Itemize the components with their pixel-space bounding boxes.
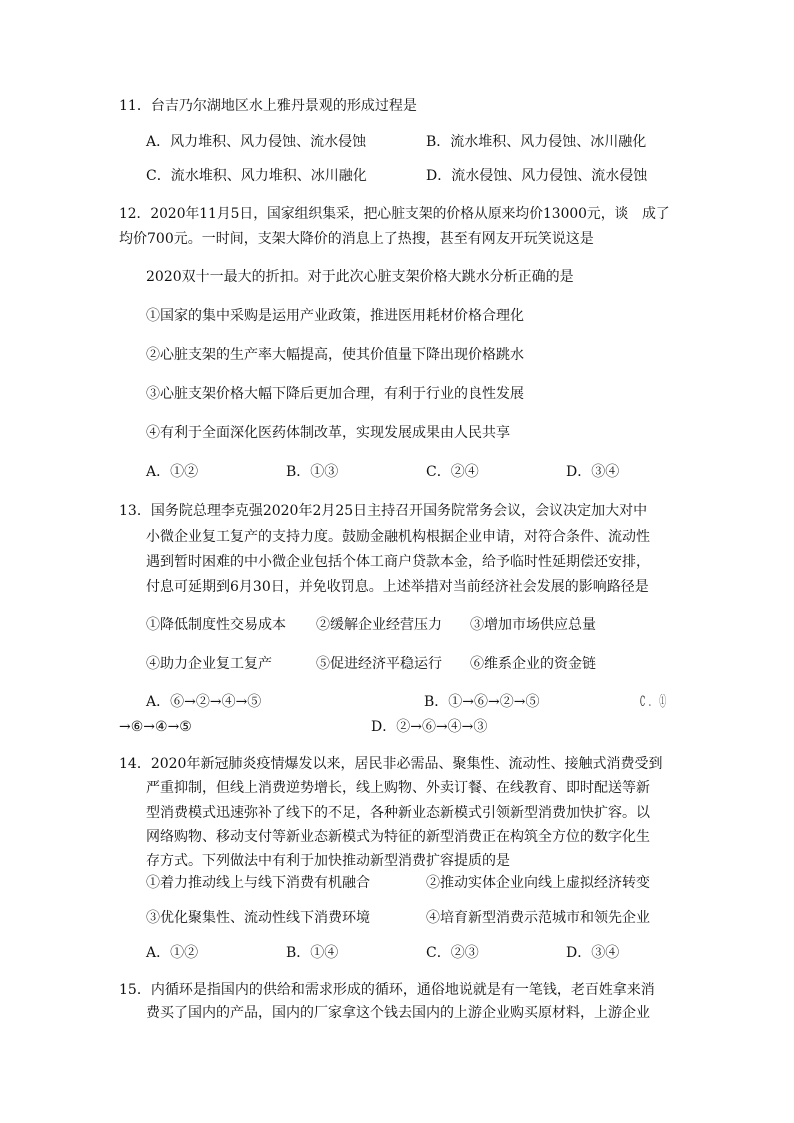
q11-option-d: D．流水侵蚀、风力侵蚀、流水侵蚀 <box>426 168 648 184</box>
q11-option-c: C．流水堆积、风力堆积、冰川融化 <box>146 168 367 184</box>
q13-statement-3: ③增加市场供应总量 <box>470 617 596 633</box>
q13-statement-4: ④助力企业复工复产 <box>146 656 272 672</box>
q15-stem-line-1: 15．内循环是指国内的供给和需求形成的循环，通俗地说就是有一笔钱，老百姓拿来消 <box>119 982 655 998</box>
q14-stem-line-5: 存方式。下列做法中有利于加快推动新型消费扩容提质的是 <box>146 853 510 869</box>
q13-option-c-cont: →⑥→④→⑤ <box>119 719 192 735</box>
q12-statement-3: ③心脏支架价格大幅下降后更加合理，有利于行业的良性发展 <box>146 386 524 402</box>
q14-stem-line-1: 14．2020年新冠肺炎疫情爆发以来，居民非必需品、聚集性、流动性、接触式消费受到 <box>119 756 663 772</box>
q14-option-b: B．①④ <box>286 945 339 961</box>
q14-option-d: D．③④ <box>566 945 620 961</box>
q13-statement-1: ①降低制度性交易成本 <box>146 617 286 633</box>
q12-option-b: B．①③ <box>286 464 339 480</box>
q12-option-a: A．①② <box>146 464 199 480</box>
q14-option-c: C．②③ <box>426 945 479 961</box>
q11-option-b: B．流水堆积、风力侵蚀、冰川融化 <box>426 134 647 150</box>
q14-option-a: A．①② <box>146 945 199 961</box>
q13-option-a: A．⑥→②→④→⑤ <box>146 694 262 710</box>
q12-statement-4: ④有利于全面深化医药体制改革，实现发展成果由人民共享 <box>146 425 510 441</box>
q12-statement-2: ②心脏支架的生产率大幅提高，使其价值量下降出现价格跳水 <box>146 347 524 363</box>
q12-option-c: C．②④ <box>426 464 479 480</box>
q13-stem-line-3: 遇到暂时困难的中小微企业包括个体工商户贷款本金，给予临时性延期偿还安排， <box>146 554 650 570</box>
q13-stem-line-4: 付息可延期到6月30日，并免收罚息。上述举措对当前经济社会发展的影响路径是 <box>146 579 649 595</box>
q13-option-c-start: C．① <box>640 694 670 710</box>
q13-option-d: D．②→⑥→④→③ <box>371 719 488 735</box>
q13-option-b: B．①→⑥→②→⑤ <box>424 694 540 710</box>
q11-option-a: A．风力堆积、风力侵蚀、流水侵蚀 <box>146 134 367 150</box>
q12-stem-line-1: 12．2020年11月5日，国家组织集采，把心脏支架的价格从原来均价13000元，谈 成了 <box>119 206 670 222</box>
q13-statement-2: ②缓解企业经营压力 <box>316 617 442 633</box>
q14-statement-3: ③优化聚集性、流动性线下消费环境 <box>146 910 370 926</box>
q14-stem-line-2: 严重抑制，但线上消费逆势增长，线上购物、外卖订餐、在线教育、即时配送等新 <box>146 780 650 796</box>
q12-option-d: D．③④ <box>566 464 620 480</box>
q14-stem-line-4: 网络购物、移动支付等新业态新模式为特征的新型消费正在构筑全方位的数字化生 <box>146 829 650 845</box>
q12-stem-line-3: 2020双十一最大的折扣。对于此次心脏支架价格大跳水分析正确的是 <box>146 269 574 285</box>
q13-stem-line-2: 小微企业复工复产的支持力度。鼓励金融机构根据企业申请，对符合条件、流动性 <box>146 529 650 545</box>
q14-statement-2: ②推动实体企业向线上虚拟经济转变 <box>426 875 650 891</box>
q14-stem-line-3: 型消费模式迅速弥补了线下的不足，各种新业态新模式引领新型消费加快扩容。以 <box>146 805 650 821</box>
q11-stem-line-1: 11．台吉乃尔湖地区水上雅丹景观的形成过程是 <box>119 98 417 114</box>
q12-stem-line-2: 均价700元。一时间，支架大降价的消息上了热搜，甚至有网友开玩笑说这是 <box>119 231 594 247</box>
q14-statement-1: ①着力推动线上与线下消费有机融合 <box>146 875 370 891</box>
q15-stem-line-2: 费买了国内的产品，国内的厂家拿这个钱去国内的上游企业购买原材料，上游企业 <box>146 1005 650 1021</box>
q14-statement-4: ④培育新型消费示范城市和领先企业 <box>426 910 650 926</box>
q12-statement-1: ①国家的集中采购是运用产业政策，推进医用耗材价格合理化 <box>146 308 524 324</box>
q13-statement-5: ⑤促进经济平稳运行 <box>316 656 442 672</box>
q13-stem-line-1: 13．国务院总理李克强2020年2月25日主持召开国务院常务会议，会议决定加大对中 <box>119 503 648 519</box>
q13-statement-6: ⑥维系企业的资金链 <box>470 656 596 672</box>
